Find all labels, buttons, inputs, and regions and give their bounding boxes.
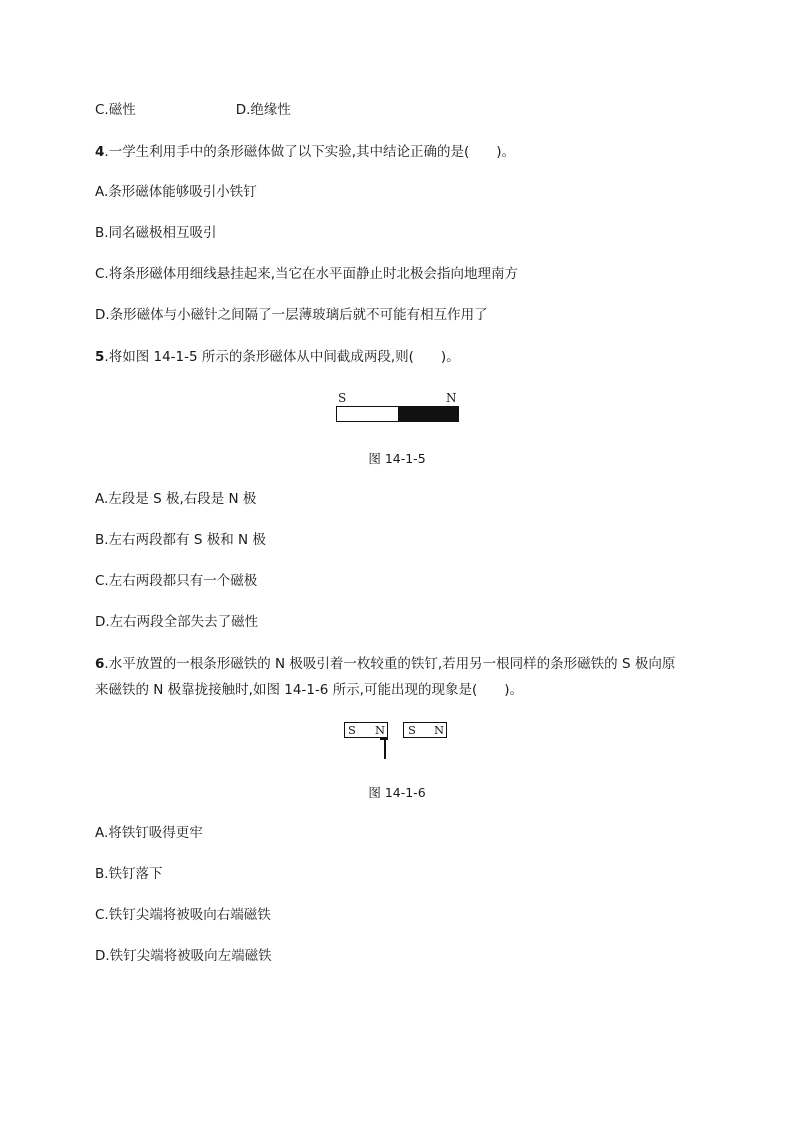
- q4-option-b: B.同名磁极相互吸引: [95, 225, 217, 241]
- left-magnet-n-label: N: [375, 723, 386, 737]
- figure-14-1-5-bar-magnet: [336, 392, 459, 424]
- q6-stem-line1: [95, 654, 675, 674]
- q5-option-a: A.左段是 S 极,右段是 N 极: [95, 491, 257, 507]
- figure-14-1-5-caption: 图 14-1-5: [368, 451, 426, 466]
- q5-stem: [95, 347, 460, 367]
- q3-options-row: [95, 100, 291, 120]
- right-magnet: [403, 722, 447, 738]
- bar-magnet: [336, 406, 459, 422]
- iron-nail: [384, 739, 386, 759]
- q5-option-d: D.左右两段全部失去了磁性: [95, 614, 259, 630]
- right-magnet-s-label: S: [408, 723, 416, 737]
- q3-option-c: C.磁性: [95, 102, 136, 118]
- q6-option-a: A.将铁钉吸得更牢: [95, 825, 203, 841]
- magnet-s-half: [337, 407, 398, 421]
- q5-option-b: B.左右两段都有 S 极和 N 极: [95, 532, 266, 548]
- q6-option-d: D.铁钉尖端将被吸向左端磁铁: [95, 948, 272, 964]
- q6-stem-line2: 来磁铁的 N 极靠拢接触时,如图 14-1-6 所示,可能出现的现象是( )。: [95, 682, 523, 698]
- figure-14-1-6-two-magnets: [344, 722, 452, 760]
- q4-option-d: D.条形磁体与小磁针之间隔了一层薄玻璃后就不可能有相互作用了: [95, 307, 488, 323]
- magnet-n-half: [398, 407, 459, 421]
- q4-option-a: A.条形磁体能够吸引小铁钉: [95, 184, 257, 200]
- q5-stem-text: .将如图 14-1-5 所示的条形磁体从中间截成两段,则( )。: [104, 349, 460, 365]
- q6-option-b: B.铁钉落下: [95, 866, 163, 882]
- figure-14-1-6-caption: 图 14-1-6: [368, 785, 426, 800]
- left-magnet: [344, 722, 388, 738]
- magnet-n-label: N: [446, 391, 457, 405]
- magnet-s-label: S: [338, 391, 347, 405]
- q5-number: 5: [95, 349, 105, 365]
- q6-stem-text-1: .水平放置的一根条形磁铁的 N 极吸引着一枚较重的铁钉,若用另一根同样的条形磁铁的 S 极向原: [104, 656, 676, 672]
- q6-option-c: C.铁钉尖端将被吸向右端磁铁: [95, 907, 271, 923]
- q4-number: 4: [95, 144, 105, 160]
- left-magnet-s-label: S: [348, 723, 356, 737]
- q3-option-d: D.绝缘性: [235, 102, 291, 118]
- q4-option-c: C.将条形磁体用细线悬挂起来,当它在水平面静止时北极会指向地理南方: [95, 266, 519, 282]
- q5-option-c: C.左右两段都只有一个磁极: [95, 573, 258, 589]
- right-magnet-n-label: N: [434, 723, 445, 737]
- q4-stem: [95, 142, 515, 162]
- q4-stem-text: .一学生利用手中的条形磁体做了以下实验,其中结论正确的是( )。: [104, 144, 516, 160]
- q6-number: 6: [95, 656, 105, 672]
